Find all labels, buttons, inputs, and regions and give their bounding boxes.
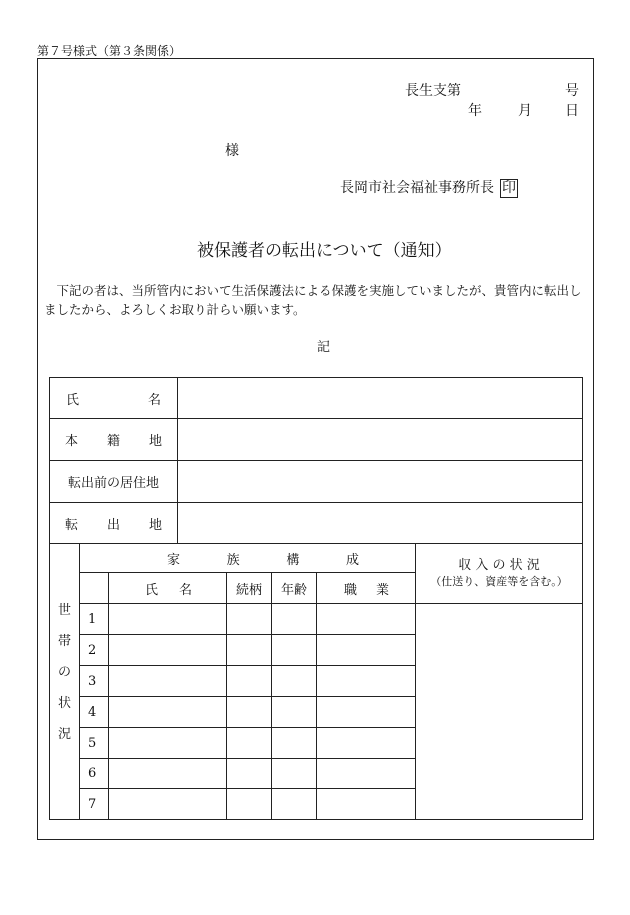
label-destination — [50, 503, 178, 544]
label-char: 籍 — [106, 434, 120, 449]
form-label: 第７号様式（第３条関係） — [37, 44, 182, 58]
label-prev-address — [50, 461, 178, 503]
label-char: 氏 — [66, 392, 80, 408]
side-label-char: 況 — [57, 727, 71, 742]
col-header-char: 業 — [375, 582, 389, 598]
row-number: 4 — [80, 697, 109, 728]
label-char: 出 — [106, 517, 120, 533]
person-info-table — [49, 377, 583, 544]
cell-name[interactable] — [109, 666, 227, 697]
col-header-text: 続柄 — [235, 582, 262, 598]
value-prev-address[interactable] — [178, 461, 583, 503]
sender-name: 長岡市社会福祉事務所長 — [340, 180, 494, 196]
label-name — [50, 378, 178, 419]
cell-name[interactable] — [109, 728, 227, 759]
row-number: 7 — [80, 789, 109, 820]
cell-age[interactable] — [272, 604, 317, 635]
cell-relation[interactable] — [227, 728, 272, 759]
side-label-char: 帯 — [57, 634, 71, 649]
addressee-suffix: 様 — [225, 143, 239, 159]
num-header — [80, 573, 109, 604]
document-title: 被保護者の転出について（通知） — [197, 241, 452, 261]
date-day: 日 — [565, 103, 579, 119]
cell-name[interactable] — [109, 759, 227, 789]
cell-age[interactable] — [272, 789, 317, 820]
cell-relation[interactable] — [227, 697, 272, 728]
value-name[interactable] — [178, 378, 583, 419]
col-header-char: 職 — [344, 582, 358, 598]
label-text: 転出前の居住地 — [67, 476, 159, 491]
side-label-char: の — [57, 665, 71, 680]
label-char: 転 — [65, 517, 79, 533]
family-header-char: 家 — [167, 552, 181, 568]
label-char: 地 — [148, 434, 162, 449]
cell-occupation[interactable] — [317, 789, 416, 820]
cell-occupation[interactable] — [317, 728, 416, 759]
body-text — [44, 281, 592, 319]
col-header-char: 名 — [178, 582, 192, 598]
cell-age[interactable] — [272, 759, 317, 789]
income-header-text: 収 入 の 状 況 — [458, 558, 540, 573]
date-month: 月 — [518, 103, 532, 119]
cell-name[interactable] — [109, 697, 227, 728]
row-number: 2 — [80, 635, 109, 666]
household-table — [49, 543, 583, 820]
cell-name[interactable] — [109, 604, 227, 635]
cell-occupation[interactable] — [317, 635, 416, 666]
body-sentence: 下記の者は、当所管内において生活保護法による保護を実施していましたが、貴管内に転出しましたから、よろしくお取り計らい願います。 — [44, 283, 582, 317]
col-relation-header — [227, 573, 272, 604]
row-number: 5 — [80, 728, 109, 759]
side-label-char: 状 — [57, 696, 71, 711]
cell-occupation[interactable] — [317, 604, 416, 635]
cell-occupation[interactable] — [317, 697, 416, 728]
family-header-char: 成 — [345, 552, 359, 568]
income-cell[interactable] — [416, 604, 583, 820]
cell-age[interactable] — [272, 635, 317, 666]
cell-occupation[interactable] — [317, 759, 416, 789]
cell-relation[interactable] — [227, 789, 272, 820]
col-name-header — [109, 573, 227, 604]
row-number: 6 — [80, 759, 109, 789]
cell-relation[interactable] — [227, 759, 272, 789]
family-header-char: 構 — [286, 552, 300, 568]
cell-name[interactable] — [109, 635, 227, 666]
side-label-char: 世 — [57, 603, 71, 618]
seal-mark: 印 — [502, 180, 516, 196]
col-header-text: 年齢 — [280, 582, 307, 598]
col-age-header — [272, 573, 317, 604]
value-honseki[interactable] — [178, 419, 583, 461]
sender-line — [340, 177, 518, 198]
family-header-char: 族 — [226, 552, 240, 568]
household-header-row — [50, 544, 583, 573]
cell-relation[interactable] — [227, 635, 272, 666]
ki-heading: 記 — [317, 340, 331, 355]
value-destination[interactable] — [178, 503, 583, 544]
row-number: 1 — [80, 604, 109, 635]
date-year: 年 — [468, 103, 482, 119]
table-row — [50, 604, 583, 635]
col-header-char: 氏 — [145, 582, 159, 598]
label-honseki — [50, 419, 178, 461]
label-char: 本 — [65, 434, 79, 449]
cell-age[interactable] — [272, 697, 317, 728]
income-subheader-text: （仕送り、資産等を含む。） — [430, 575, 568, 588]
cell-relation[interactable] — [227, 604, 272, 635]
side-label-cell — [50, 544, 80, 820]
cell-name[interactable] — [109, 789, 227, 820]
row-number: 3 — [80, 666, 109, 697]
income-header — [416, 544, 583, 604]
row-name — [50, 378, 583, 419]
cell-relation[interactable] — [227, 666, 272, 697]
row-prev-address — [50, 461, 583, 503]
doc-number-prefix: 長生支第 — [405, 83, 461, 99]
row-destination — [50, 503, 583, 544]
label-char: 名 — [147, 392, 161, 408]
cell-age[interactable] — [272, 666, 317, 697]
family-header — [80, 544, 416, 573]
label-char: 地 — [148, 517, 162, 533]
cell-age[interactable] — [272, 728, 317, 759]
row-honseki — [50, 419, 583, 461]
cell-occupation[interactable] — [317, 666, 416, 697]
col-occupation-header — [317, 573, 416, 604]
doc-number-suffix: 号 — [565, 83, 579, 99]
